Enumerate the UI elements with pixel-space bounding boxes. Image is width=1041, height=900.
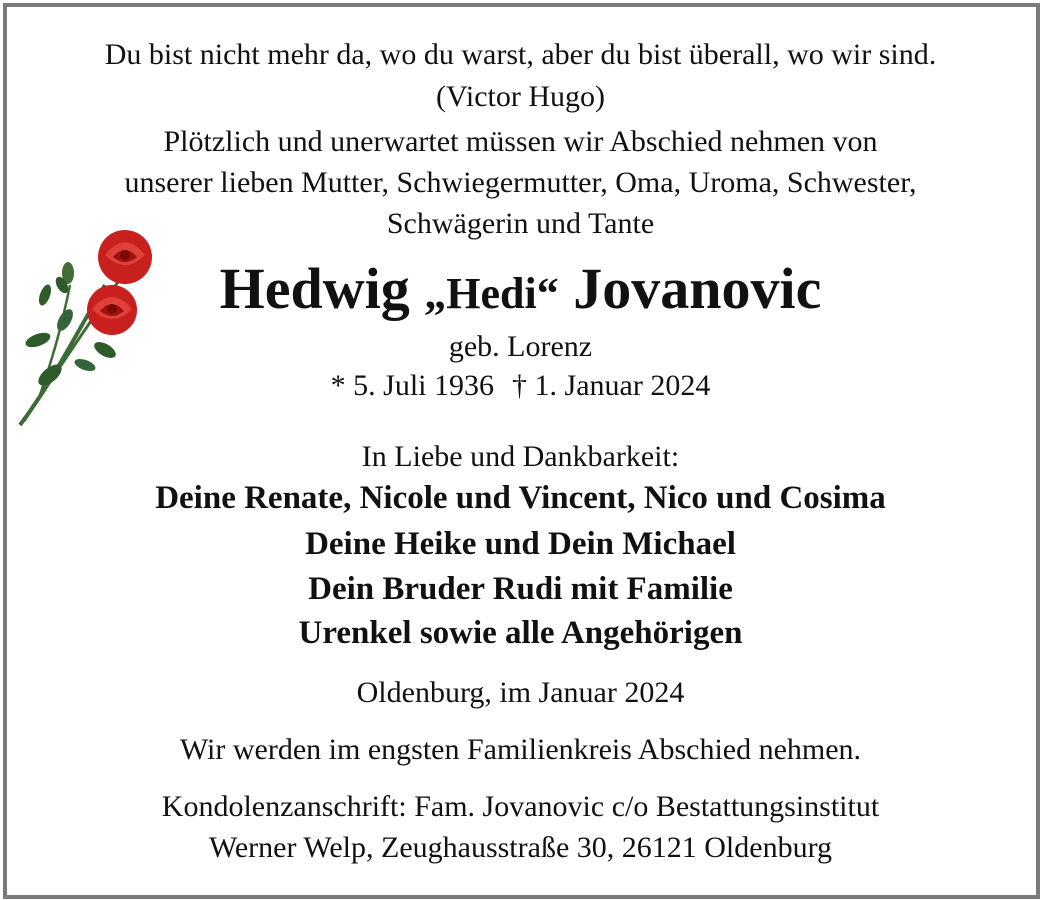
mourners-line-2: Deine Heike und Dein Michael xyxy=(305,526,736,562)
mourners-line-1: Deine Renate, Nicole und Vincent, Nico und Cosima xyxy=(155,480,886,516)
condolence-line-2: Werner Welp, Zeughausstraße 30, 26121 Oldenburg xyxy=(208,831,833,864)
mourners-intro: In Liebe und Dankbarkeit: xyxy=(361,440,680,473)
condolence-line-1: Kondolenzanschrift: Fam. Jovanovic c/o Bestattungsinstitut xyxy=(161,790,880,823)
funeral-note: Wir werden im engsten Familienkreis Abschied nehmen. xyxy=(179,733,862,766)
intro-line-1: Plötzlich und unerwartet müssen wir Abschied nehmen von xyxy=(163,125,878,158)
mourners-line-4: Urenkel sowie alle Angehörigen xyxy=(298,615,743,651)
quote-author: (Victor Hugo) xyxy=(436,80,605,113)
last-name: Jovanovic xyxy=(573,256,822,321)
first-name: Hedwig xyxy=(219,256,410,321)
birth-date: * 5. Juli 1936 xyxy=(330,369,495,402)
intro-line-2: unserer lieben Mutter, Schwiegermutter, Oma, Uroma, Schwester, xyxy=(124,166,917,199)
intro-line-3: Schwägerin und Tante xyxy=(386,207,655,240)
mourners-line-3: Dein Bruder Rudi mit Familie xyxy=(308,571,733,607)
maiden-name: geb. Lorenz xyxy=(448,330,593,363)
deceased-name xyxy=(50,255,991,322)
quote-text: Du bist nicht mehr da, wo du warst, aber du bist überall, wo wir sind. xyxy=(104,38,937,71)
place-date: Oldenburg, im Januar 2024 xyxy=(356,676,685,709)
life-dates xyxy=(0,369,1041,403)
death-date: † 1. Januar 2024 xyxy=(512,369,711,402)
nickname: „Hedi“ xyxy=(424,269,559,318)
